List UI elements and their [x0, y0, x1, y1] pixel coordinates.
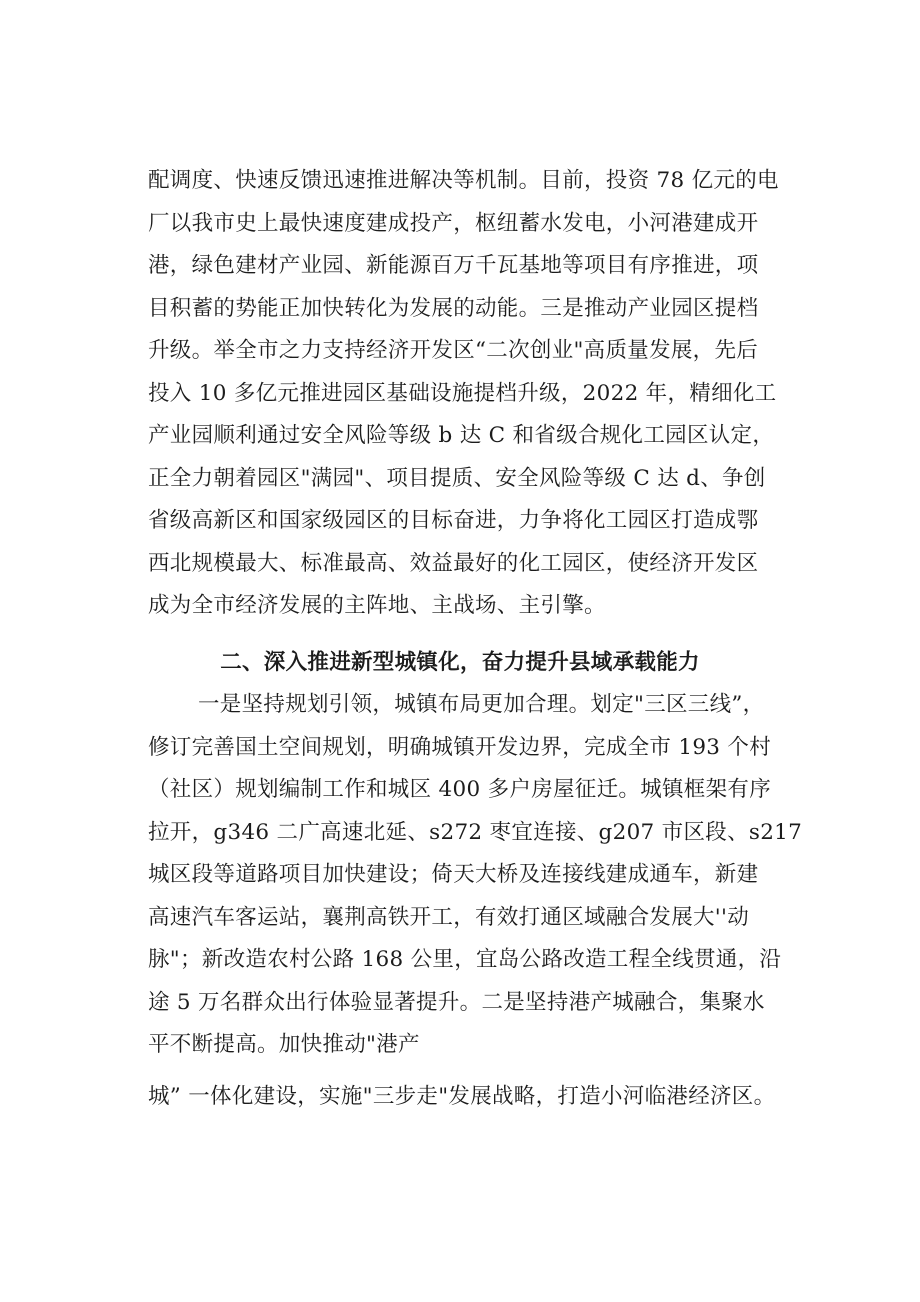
- text-line: 成为全市经济发展的主阵地、主战场、主引擎。: [148, 593, 606, 618]
- text-line: 脉"；新改造农村公路 168 公里，宜岛公路改造工程全线贯通，沿: [148, 947, 782, 972]
- text-line: 目积蓄的势能正加快转化为发展的动能。三是推动产业园区提档: [148, 295, 759, 321]
- text-line: 产业园顺利通过安全风险等级 b 达 C 和省级合规化工园区认定，: [148, 423, 775, 448]
- text-line: 高速汽车客运站，襄荆高铁开工，有效打通区域融合发展大''动: [148, 904, 750, 930]
- text-line: （社区）规划编制工作和城区 400 多户房屋征迁。城镇框架有序: [148, 777, 772, 802]
- text-line: 配调度、快速反馈迅速推进解决等机制。目前，投资 78 亿元的电: [148, 168, 779, 193]
- text-line: 拉开，g346 二广高速北延、s272 枣宜连接、g207 市区段、s217: [148, 819, 803, 845]
- text-line: 升级。举全市之力支持经济开发区“二次创业"高质量发展，先后: [148, 338, 759, 363]
- section-heading: 二、深入推进新型城镇化，奋力提升县域承载能力: [220, 650, 700, 675]
- text-line: 港，绿色建材产业园、新能源百万千瓦基地等项目有序推进，项: [148, 253, 759, 278]
- text-line: 城区段等道路项目加快建设；倚天大桥及连接线建成通车，新建: [148, 862, 759, 887]
- text-line: 平不断提高。加快推动"港产: [148, 1032, 420, 1057]
- text-line: 厂以我市史上最快速度建成投产，枢纽蓄水发电，小河港建成开: [148, 210, 759, 236]
- text-line: 正全力朝着园区"满园"、项目提质、安全风险等级 C 达 d、争创: [148, 465, 766, 491]
- text-line: 西北规模最大、标准最高、效益最好的化工园区，使经济开发区: [148, 550, 759, 576]
- text-line-first: 一是坚持规划引领，城镇布局更加合理。划定"三区三线”，: [198, 692, 765, 717]
- text-line-continuation: 城” 一体化建设，实施"三步走"发展战略，打造小河临港经济区。: [148, 1084, 776, 1109]
- text-line: 省级高新区和国家级园区的目标奋进，力争将化工园区打造成鄂: [148, 508, 759, 533]
- text-line: 途 5 万名群众出行体验显著提升。二是坚持港产城融合，集聚水: [148, 989, 765, 1015]
- paragraph-urbanization: [148, 684, 828, 1067]
- paragraph-industrial-parks: [148, 160, 828, 628]
- text-line: 投入 10 多亿元推进园区基础设施提档升级，2022 年，精细化工: [148, 380, 777, 406]
- text-line: 修订完善国土空间规划，明确城镇开发边界，完成全市 193 个村: [148, 734, 772, 760]
